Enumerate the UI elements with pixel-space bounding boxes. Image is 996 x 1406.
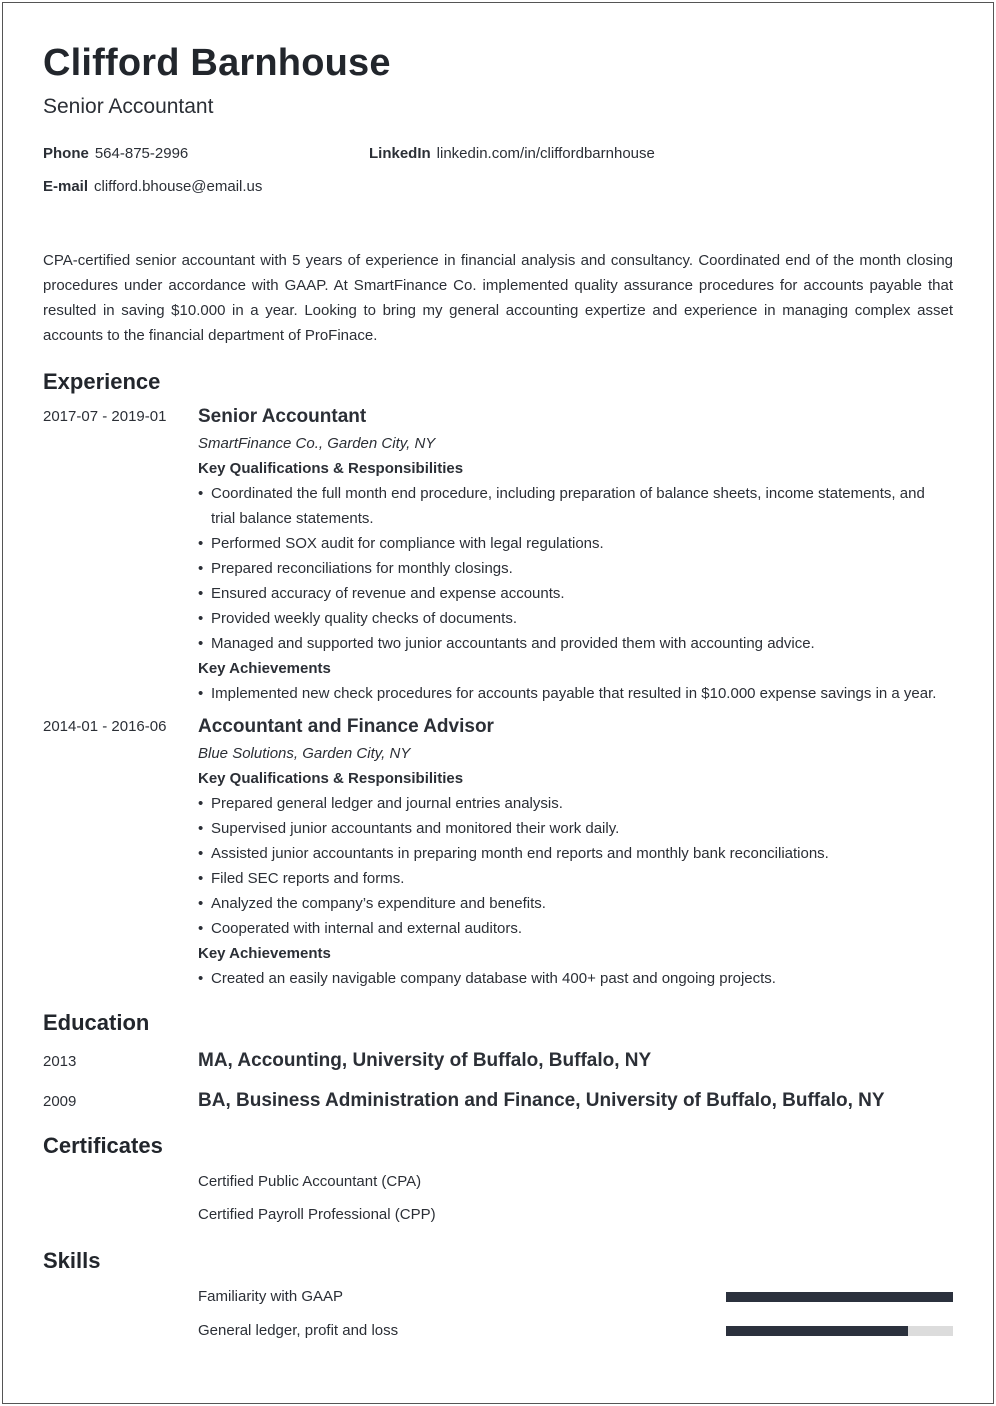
skill-level-fill [726, 1292, 953, 1302]
phone-contact [43, 144, 188, 164]
candidate-name: Clifford Barnhouse [43, 42, 391, 84]
qualifications-heading: Key Qualifications & Responsibilities [198, 770, 464, 787]
certificate-item: Certified Payroll Professional (CPP) [198, 1206, 436, 1223]
job-title: Senior Accountant [198, 406, 367, 427]
phone-contact-value: 564-875-2996 [94, 145, 189, 162]
qualifications-heading: Key Qualifications & Responsibilities [198, 460, 464, 477]
education-degree: MA, Accounting, University of Buffalo, Buffalo, NY [198, 1050, 652, 1071]
phone-contact-label: Phone [43, 145, 89, 162]
job-company: SmartFinance Co., Garden City, NY [198, 435, 436, 452]
job-body [198, 405, 953, 706]
responsibility-item: • Coordinated the full month end procedure, including preparation of balance sheets, income statements, and trial balance statements. [198, 481, 953, 531]
certificate-item: Certified Public Accountant (CPA) [198, 1173, 422, 1190]
job-entry [43, 715, 953, 991]
job-company: Blue Solutions, Garden City, NY [198, 745, 411, 762]
education-degree: BA, Business Administration and Finance, University of Buffalo, Buffalo, NY [198, 1090, 885, 1111]
responsibility-item: • Cooperated with internal and external auditors. [198, 916, 953, 941]
responsibility-item: • Managed and supported two junior accountants and provided them with accounting advice. [198, 631, 953, 656]
skill-name: General ledger, profit and loss [198, 1322, 399, 1339]
responsibility-item: • Analyzed the company’s expenditure and benefits. [198, 891, 953, 916]
achievement-item: • Implemented new check procedures for accounts payable that resulted in $10.000 expense savings in a year. [198, 681, 953, 706]
experience-section [43, 368, 953, 991]
job-list [43, 405, 953, 991]
certificates-heading: Certificates [43, 1133, 163, 1158]
achievement-item: • Created an easily navigable company database with 400+ past and ongoing projects. [198, 966, 953, 991]
education-heading: Education [43, 1010, 150, 1035]
responsibility-list [198, 791, 953, 941]
certificate-list [43, 1172, 953, 1225]
skills-section [43, 1247, 953, 1341]
job-dates: 2017-07 - 2019-01 [43, 408, 167, 425]
skill-item [43, 1287, 953, 1307]
job-dates: 2014-01 - 2016-06 [43, 718, 167, 735]
contact-block [43, 120, 953, 248]
email-contact [43, 177, 262, 197]
achievement-list [198, 966, 953, 991]
skill-level-bar [726, 1326, 953, 1336]
education-section [43, 1009, 953, 1112]
responsibility-item: • Assisted junior accountants in preparing month end reports and monthly bank reconciliations. [198, 841, 953, 866]
linkedin-contact [369, 144, 655, 164]
job-entry [43, 405, 953, 706]
responsibility-list [198, 481, 953, 656]
responsibility-item: • Prepared general ledger and journal entries analysis. [198, 791, 953, 816]
resume [43, 40, 953, 1341]
responsibility-item: • Filed SEC reports and forms. [198, 866, 953, 891]
education-year: 2013 [43, 1053, 77, 1070]
job-title: Senior Accountant [43, 95, 214, 118]
responsibility-item: • Prepared reconciliations for monthly closings. [198, 556, 953, 581]
linkedin-contact-value[interactable]: linkedin.com/in/cliffordbarnhouse [436, 145, 655, 162]
experience-heading: Experience [43, 369, 161, 394]
skill-name: Familiarity with GAAP [198, 1288, 344, 1305]
achievement-list [198, 681, 953, 706]
skill-level-bar [726, 1292, 953, 1302]
summary: CPA-certified senior accountant with 5 years of experience in financial analysis and consultancy. Coordinated end of the month closing procedures under accordance with GAAP. At SmartFinance Co. implemented quality assurance procedures for accounts payable that resulted in saving $10.000 in a year. Looking to bring my general accounting expertize and experience in managing complex asset accounts to the financial department of ProFinace. [43, 252, 953, 344]
education-item [43, 1090, 953, 1112]
education-year: 2009 [43, 1093, 77, 1110]
email-contact-value[interactable]: clifford.bhouse@email.us [94, 178, 263, 195]
education-item [43, 1050, 953, 1072]
responsibility-item: • Supervised junior accountants and monitored their work daily. [198, 816, 953, 841]
responsibility-item: • Provided weekly quality checks of documents. [198, 606, 953, 631]
job-body [198, 715, 953, 991]
responsibility-item: • Ensured accuracy of revenue and expense accounts. [198, 581, 953, 606]
skill-item [43, 1321, 953, 1341]
achievements-heading: Key Achievements [198, 660, 331, 677]
achievements-heading: Key Achievements [198, 945, 331, 962]
skill-list [43, 1287, 953, 1341]
skill-level-fill [726, 1326, 908, 1336]
skills-heading: Skills [43, 1248, 101, 1273]
linkedin-contact-label: LinkedIn [369, 145, 431, 162]
responsibility-item: • Performed SOX audit for compliance with legal regulations. [198, 531, 953, 556]
email-contact-label: E-mail [43, 178, 89, 195]
job-title: Accountant and Finance Advisor [198, 716, 494, 737]
certificates-section [43, 1132, 953, 1225]
education-list [43, 1050, 953, 1112]
